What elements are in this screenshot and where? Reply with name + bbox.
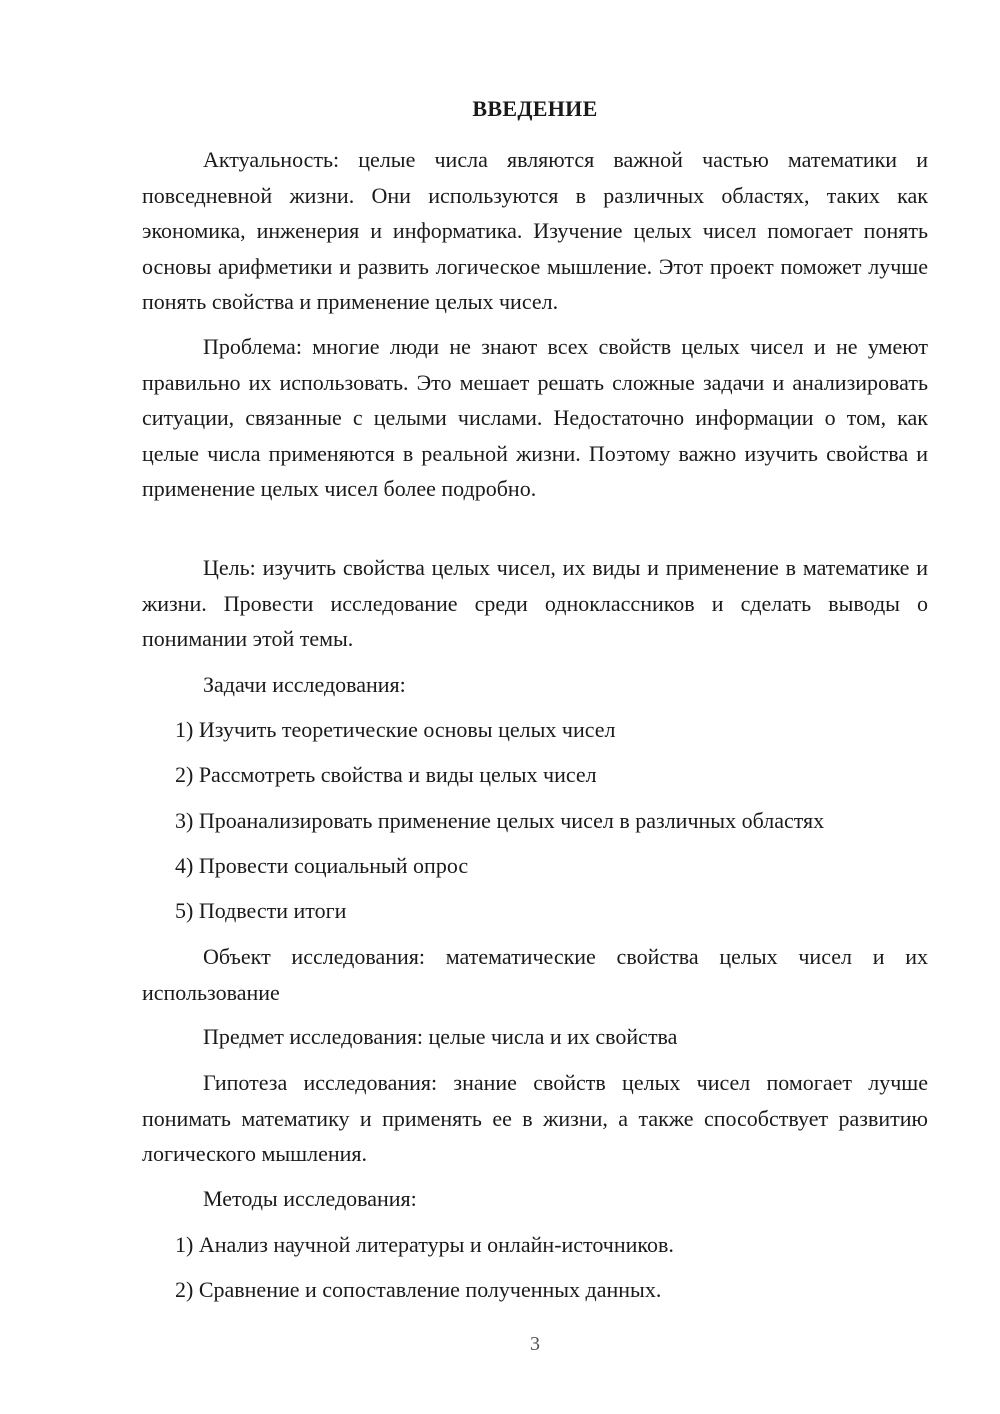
tasks-heading: Задачи исследования: bbox=[203, 672, 406, 697]
object-paragraph: Объект исследования: математические свойства целых чисел и их использование bbox=[142, 944, 928, 1005]
method-item: 2) Сравнение и сопоставление полученных данных. bbox=[175, 1277, 662, 1302]
page-number: 3 bbox=[530, 1333, 540, 1355]
relevance-paragraph: Актуальность: целые числа являются важной частью математики и повседневной жизни. Они используются в различных областях, таких как экономика, инженерия и информатика. Изучение целых чисел помогает понять основы арифметики и развить логическое мышление. Этот проект поможет лучше понять свойства и применение целых чисел. bbox=[142, 147, 928, 314]
subject-paragraph: Предмет исследования: целые числа и их свойства bbox=[203, 1024, 678, 1049]
methods-heading: Методы исследования: bbox=[203, 1186, 417, 1211]
page-title: ВВЕДЕНИЕ bbox=[472, 96, 598, 121]
task-item: 2) Рассмотреть свойства и виды целых чисел bbox=[175, 762, 597, 787]
method-item: 1) Анализ научной литературы и онлайн-источников. bbox=[175, 1232, 674, 1257]
goal-paragraph: Цель: изучить свойства целых чисел, их виды и применение в математике и жизни. Провести исследование среди одноклассников и сделать выводы о понимании этой темы. bbox=[142, 555, 928, 651]
task-item: 3) Проанализировать применение целых чисел в различных областях bbox=[175, 808, 825, 833]
task-item: 1) Изучить теоретические основы целых чисел bbox=[175, 717, 616, 742]
problem-paragraph: Проблема: многие люди не знают всех свойств целых чисел и не умеют правильно их использовать. Это мешает решать сложные задачи и анализировать ситуации, связанные с целыми числами. Недостаточно информации о том, как целые числа применяются в реальной жизни. Поэтому важно изучить свойства и применение целых чисел более подробно. bbox=[142, 334, 928, 501]
hypothesis-paragraph: Гипотеза исследования: знание свойств целых чисел помогает лучше понимать математику и применять ее в жизни, а также способствует развитию логического мышления. bbox=[142, 1070, 928, 1166]
document-page bbox=[142, 0, 928, 1414]
task-item: 5) Подвести итоги bbox=[175, 898, 347, 923]
task-item: 4) Провести социальный опрос bbox=[175, 853, 469, 878]
